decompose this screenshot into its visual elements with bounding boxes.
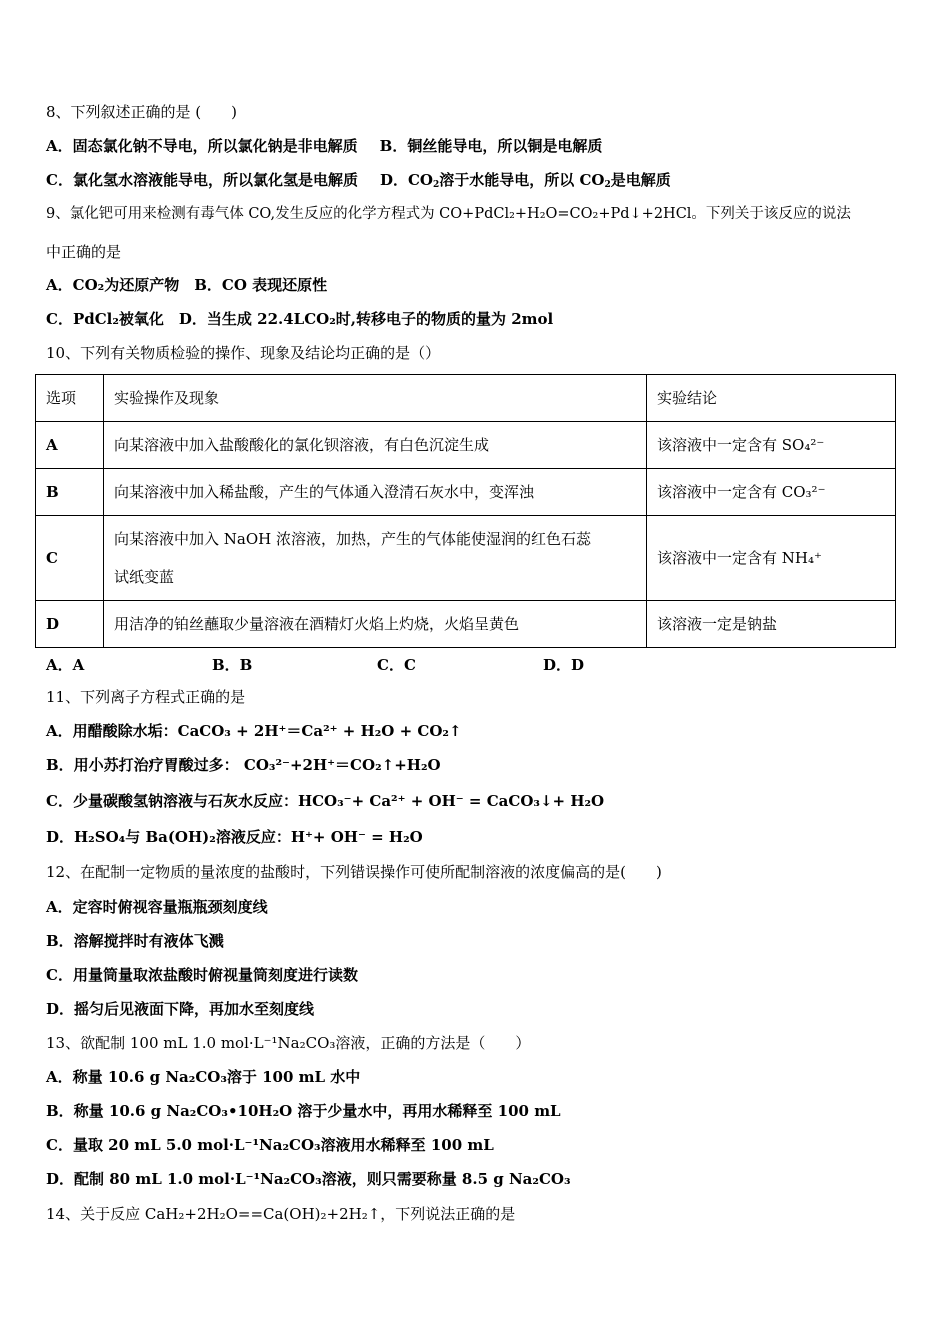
row-option: B xyxy=(36,469,104,516)
row-operation xyxy=(104,516,647,601)
q8-option-d: D．$CO_2$溶于水能导电，所以 $CO_2$是电解质 xyxy=(379,171,671,190)
q10-experiment-table xyxy=(35,374,896,648)
table-row xyxy=(36,516,896,601)
q10-option-b: B．B xyxy=(212,656,253,674)
q8-stem: 8、下列叙述正确的是 ( ) xyxy=(46,103,238,121)
table-row xyxy=(36,469,896,516)
q9-option-c-d: C．PdCl₂被氧化 D．当生成 22.4LCO₂时,转移电子的物质的量为 2mol xyxy=(46,310,554,328)
q12-option-b: B．溶解搅拌时有液体飞溅 xyxy=(46,932,224,950)
row-conclusion: 该溶液中一定含有 CO₃²⁻ xyxy=(647,469,896,516)
row-option: A xyxy=(36,422,104,469)
row-operation: 向某溶液中加入盐酸酸化的氯化钡溶液，有白色沉淀生成 xyxy=(104,422,647,469)
q10-option-d: D．D xyxy=(543,656,585,674)
header-conclusion: 实验结论 xyxy=(647,375,896,422)
q12-option-a: A．定容时俯视容量瓶瓶颈刻度线 xyxy=(46,898,268,916)
q9-option-a-b: A．CO₂为还原产物 B．CO 表现还原性 xyxy=(46,276,328,294)
q13-option-b: B．称量 10.6 g Na₂CO₃•10H₂O 溶于少量水中，再用水稀释至 100 mL xyxy=(46,1102,561,1120)
row-conclusion: 该溶液中一定含有 NH₄⁺ xyxy=(647,516,896,601)
row-option: D xyxy=(36,601,104,648)
table-row xyxy=(36,601,896,648)
q8-option-a-b xyxy=(46,136,602,156)
q12-stem: 12、在配制一定物质的量浓度的盐酸时，下列错误操作可使所配制溶液的浓度偏高的是( ) xyxy=(46,863,662,881)
row-conclusion: 该溶液一定是钠盐 xyxy=(647,601,896,648)
q8-option-c-d xyxy=(46,170,671,190)
q11-option-c: C．少量碳酸氢钠溶液与石灰水反应：HCO₃⁻+ Ca²⁺ + OH⁻ = CaCO₃↓+ H₂O xyxy=(46,792,605,810)
q12-option-d: D．摇匀后见液面下降，再加水至刻度线 xyxy=(46,1000,315,1018)
q8-option-b: B．铜丝能导电，所以铜是电解质 xyxy=(379,137,603,155)
row-conclusion: 该溶液中一定含有 SO₄²⁻ xyxy=(647,422,896,469)
row-operation: 用洁净的铂丝蘸取少量溶液在酒精灯火焰上灼烧，火焰呈黄色 xyxy=(104,601,647,648)
table-row xyxy=(36,422,896,469)
q8-option-c: C．氯化氢水溶液能导电，所以氯化氢是电解质 xyxy=(46,171,358,189)
row-operation: 向某溶液中加入稀盐酸，产生的气体通入澄清石灰水中，变浑浊 xyxy=(104,469,647,516)
q11-stem: 11、下列离子方程式正确的是 xyxy=(46,688,246,706)
table-header-row xyxy=(36,375,896,422)
q10-option-a: A．A xyxy=(46,656,85,674)
q11-option-b: B．用小苏打治疗胃酸过多： CO₃²⁻+2H⁺＝CO₂↑+H₂O xyxy=(46,756,441,774)
header-option: 选项 xyxy=(36,375,104,422)
q13-option-c: C．量取 20 mL 5.0 mol·L⁻¹Na₂CO₃溶液用水稀释至 100 mL xyxy=(46,1136,494,1154)
q13-stem: 13、欲配制 100 mL 1.0 mol·L⁻¹Na₂CO₃溶液，正确的方法是（ ） xyxy=(46,1034,531,1052)
row-operation-line1: 向某溶液中加入 NaOH 浓溶液，加热，产生的气体能使湿润的红色石蕊 xyxy=(114,530,591,548)
q13-option-a: A．称量 10.6 g Na₂CO₃溶于 100 mL 水中 xyxy=(46,1068,361,1086)
q9-stem-line2: 中正确的是 xyxy=(46,243,122,261)
q14-stem: 14、关于反应 CaH₂+2H₂O==Ca(OH)₂+2H₂↑，下列说法正确的是 xyxy=(46,1205,516,1223)
header-operation: 实验操作及现象 xyxy=(104,375,647,422)
q12-option-c: C．用量筒量取浓盐酸时俯视量筒刻度进行读数 xyxy=(46,966,358,984)
q8-option-a: A．固态氯化钠不导电，所以氯化钠是非电解质 xyxy=(46,137,358,155)
q10-option-c: C．C xyxy=(377,656,416,674)
row-option: C xyxy=(36,516,104,601)
q11-option-d: D．H₂SO₄与 Ba(OH)₂溶液反应：H⁺+ OH⁻ = H₂O xyxy=(46,828,423,846)
q9-stem-line1: 9、氯化钯可用来检测有毒气体 CO,发生反应的化学方程式为 CO+PdCl₂+H₂O=CO₂+Pd↓+2HCl。下列关于该反应的说法 xyxy=(46,206,851,222)
row-operation-line2: 试纸变蓝 xyxy=(114,568,175,586)
q13-option-d: D．配制 80 mL 1.0 mol·L⁻¹Na₂CO₃溶液，则只需要称量 8.5 g Na₂CO₃ xyxy=(46,1170,571,1188)
q11-option-a: A．用醋酸除水垢：CaCO₃ + 2H⁺＝Ca²⁺ + H₂O + CO₂↑ xyxy=(46,722,462,740)
q10-stem: 10、下列有关物质检验的操作、现象及结论均正确的是（） xyxy=(46,344,441,362)
